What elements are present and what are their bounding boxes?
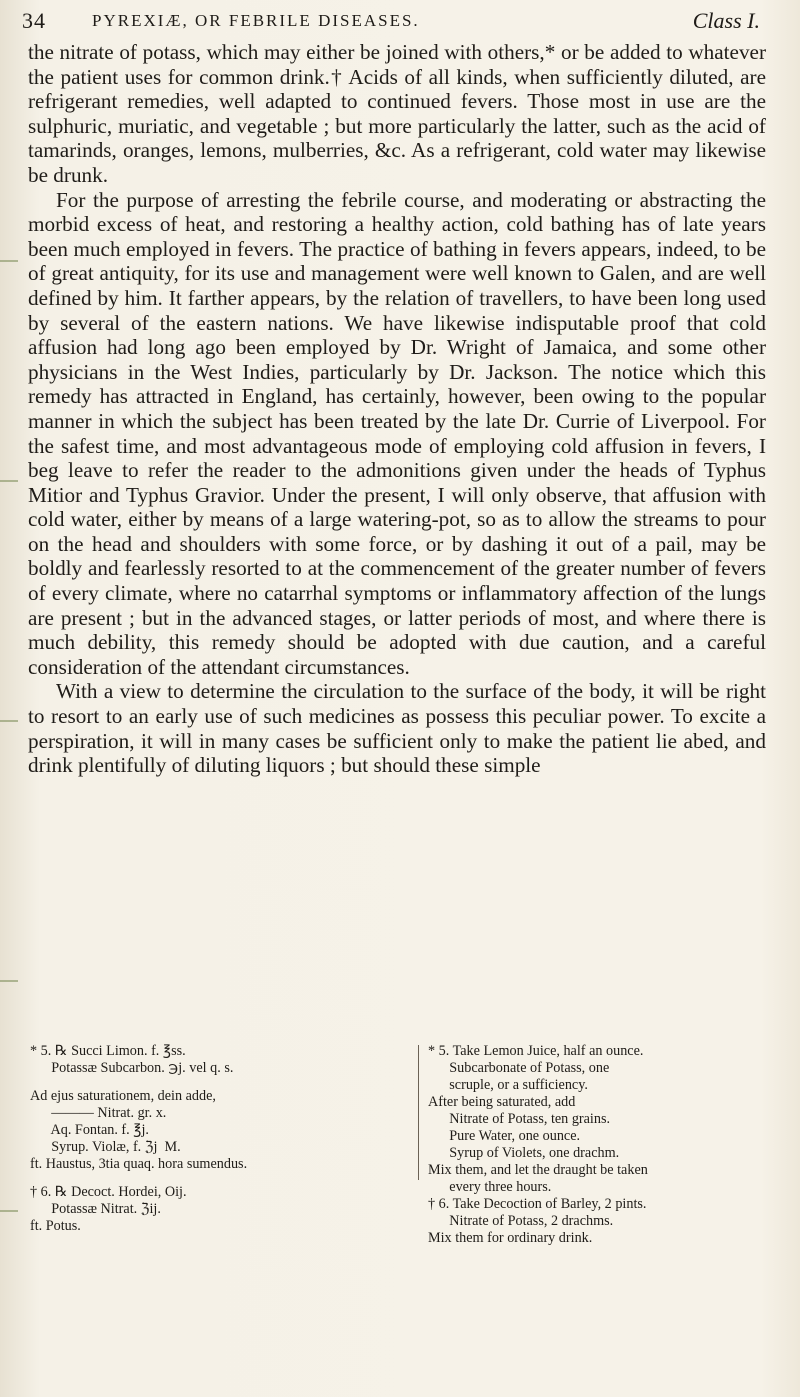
footnotes-latin [30, 1043, 410, 1235]
paragraph: the nitrate of potass, which may either be joined with others,* or be added to whatever the patient uses for common drink.† Acids of all kinds, when sufficiently diluted, are refrigerant remedies, well adapted to continued fevers. Those most in use are the sulphuric, muriatic, and vegetable ; but more particularly the latter, such as the acid of tamarinds, oranges, lemons, mulberries, &c. As a refrigerant, cold water may likewise be drunk. [28, 40, 766, 187]
footnote-line [30, 1077, 410, 1088]
footnote-line: Potassæ Nitrat. ℨij. [30, 1201, 161, 1217]
footnote-line: Potassæ Subcarbon. ℈j. vel q. s. [30, 1060, 234, 1076]
margin-mark [0, 480, 18, 482]
margin-mark [0, 980, 18, 982]
footnotes [30, 1043, 770, 1383]
footnote-line: Aq. Fontan. f. ℥j. [30, 1122, 149, 1138]
footnote-line: Nitrate of Potass, ten grains. [428, 1111, 611, 1127]
footnote-divider [418, 1045, 419, 1180]
footnote-line: * 5. ℞ Succi Limon. f. ℥ss. [30, 1043, 186, 1059]
footnote-line: * 5. Take Lemon Juice, half an ounce. [428, 1043, 644, 1059]
footnote-line: ——— Nitrat. gr. x. [30, 1105, 167, 1121]
paragraph: For the purpose of arresting the febrile course, and moderating or abstracting the morbid excess of heat, and restoring a healthy action, cold bathing has of late years been much employed in fevers. The practice of bathing in fevers appears, indeed, to be of great antiquity, for its use and management were well known to Galen, and are well defined by him. It farther appears, by the relation of travellers, to have been long used by several of the eastern nations. We have likewise indisputable proof that cold affusion had long ago been employed by Dr. Wright of Jamaica, and some other physicians in the West Indies, particularly by Dr. Jackson. The notice which this remedy has attracted in England, has certainly, however, been owing to the popular manner in which the subject has been treated by the late Dr. Currie of Liverpool. For the safest time, and most advantageous mode of employing cold affusion in fevers, I beg leave to refer the reader to the admonitions given under the heads of Typhus Mitior and Typhus Gravior. Under the present, I will only observe, that affusion with cold water, either by means of a large watering-pot, so as to allow the streams to pour on the head and shoulders with some force, or by dashing it out of a pail, may be boldly and fearlessly resorted to at the commencement of the greater number of fevers of every climate, where no catarrhal symptoms or inflammatory affection of the lungs are present ; but in the advanced stages, or latter periods of most, and where there is much debility, this remedy should be adopted with due caution, and a careful consideration of the attendant circumstances. [28, 187, 766, 679]
running-title: PYREXIÆ, OR FEBRILE DISEASES. [92, 11, 420, 30]
footnote-line: † 6. ℞ Decoct. Hordei, Oij. [30, 1184, 187, 1200]
footnotes-english [428, 1043, 768, 1247]
footnote-line: Subcarbonate of Potass, one [428, 1060, 610, 1076]
footnote-line: ft. Potus. [30, 1218, 81, 1234]
footnote-line: Syrup. Violæ, f. ℨj M. [30, 1139, 181, 1155]
margin-mark [0, 1210, 18, 1212]
footnote-line: Ad ejus saturationem, dein adde, [30, 1088, 216, 1104]
page-header [22, 8, 760, 38]
footnote-line: Syrup of Violets, one drachm. [428, 1145, 620, 1161]
footnote-line: Pure Water, one ounce. [428, 1128, 581, 1144]
paragraph: With a view to determine the circulation to the surface of the body, it will be right to resort to an early use of such medicines as possess this peculiar power. To excite a perspiration, it will in many cases be sufficient only to make the patient lie abed, and drink plentifully of diluting liquors ; but should these simple [28, 679, 766, 778]
footnote-line: Nitrate of Potass, 2 drachms. [428, 1213, 614, 1229]
footnote-line: scruple, or a sufficiency. [428, 1077, 588, 1093]
margin-mark [0, 260, 18, 262]
footnote-line: ft. Haustus, 3tia quaq. hora sumendus. [30, 1156, 248, 1172]
footnote-line: † 6. Take Decoction of Barley, 2 pints. [428, 1196, 647, 1212]
footnote-line: Mix them for ordinary drink. [428, 1230, 593, 1246]
footnote-line [30, 1173, 410, 1184]
margin-mark [0, 720, 18, 722]
body-text [28, 40, 766, 778]
class-label: Class I. [692, 8, 760, 33]
footnote-line: every three hours. [428, 1179, 552, 1195]
page-number: 34 [22, 8, 46, 33]
footnote-line: Mix them, and let the draught be taken [428, 1162, 648, 1178]
footnote-line: After being saturated, add [428, 1094, 576, 1110]
